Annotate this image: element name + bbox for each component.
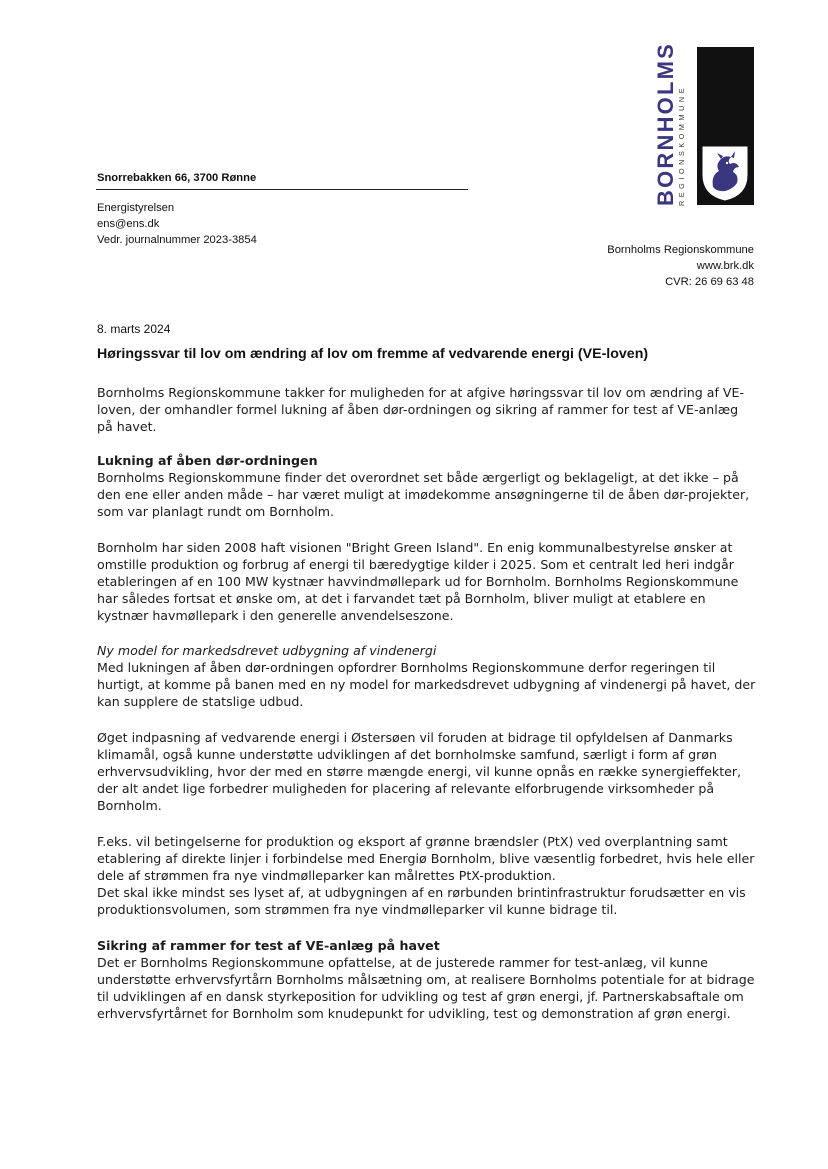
- paragraph: Det er Bornholms Regionskommune opfattelse, at de justerede rammer for test-anlæg, vil kunne understøtte erhvervsfyrtårn Bornholms målsætning om, at realisere Bornholms potentiale for at bidrage til udviklingen af en dansk styrkeposition for udvikling og test af grøn energi, jf. Partnerskabsaftale om erhvervsfyrtårnet for Bornholm som knudepunkt for udvikling, test og demonstration af grøn energi.: [97, 955, 755, 1021]
- paragraph: Bornholm har siden 2008 haft visionen "Bright Green Island". En enig kommunalbestyrelse ønsker at omstille produktion og forbrug af energi til bæredygtige kilder i 2025. Som et centralt led heri indgår etableringen af en 100 MW kystnær havvindmøllepark ud for Bornholm. Bornholms Regionskommune har således fortsat et ønske om, at det i farvandet tæt på Bornholm, bliver muligt at etablere en kystnær havmøllepark i den generelle anvendelseszone.: [97, 540, 739, 623]
- baltic-paragraph: [97, 729, 757, 814]
- section-heading: Lukning af åben dør-ordningen: [97, 453, 318, 468]
- paragraph: Med lukningen af åben dør-ordningen opfordrer Bornholms Regionskommune derfor regeringen til hurtigt, at komme på banen med en ny model for markedsdrevet udbygning af vindenergi på havet, der kan supplere de statslige udbud.: [97, 660, 756, 709]
- section-new-model: [97, 642, 757, 710]
- letter-date: 8. marts 2024: [97, 322, 171, 336]
- organization-name: Bornholms Regionskommune: [607, 244, 754, 256]
- intro-text: Bornholms Regionskommune takker for muligheden for at afgive høringssvar til lov om ændring af VE-loven, der omhandler formel lukning af åben dør-ordningen og sikring af rammer for test af VE-anlæg på havet.: [97, 385, 744, 434]
- paragraph: Øget indpasning af vedvarende energi i Østersøen vil foruden at bidrage til opfyldelsen af Danmarks klimamål, også kunne understøtte udviklingen af det bornholmske samfund, særligt i form af grøn erhvervsudvikling, hvor der med en større mængde energi, vil kunne opnås en række synergieffekter, der alt andet lige forbedrer muligheden for placering af relevante elforbrugende virksomheder på Bornholm.: [97, 730, 742, 813]
- recipient-reference: Vedr. journalnummer 2023-3854: [97, 234, 257, 246]
- paragraph: Det skal ikke mindst ses lyset af, at udbygningen af en rørbunden brintinfrastruktur forudsætter en vis produktionsvolumen, som strømmen fra nye vindmølleparker vil kunne bidrage til.: [97, 885, 746, 917]
- dragon-shield-icon: [701, 145, 749, 202]
- section-heading: Sikring af rammer for test af VE-anlæg på havet: [97, 938, 440, 953]
- recipient-block: [97, 200, 257, 248]
- logo-wordmark-text: BORNHOLMS: [653, 41, 678, 206]
- logo: [651, 42, 685, 210]
- section-open-door: [97, 452, 757, 520]
- letter-title: Høringssvar til lov om ændring af lov om fremme af vedvarende energi (VE-loven): [97, 346, 649, 362]
- paragraph: Bornholms Regionskommune finder det overordnet set både ærgerligt og beklageligt, at det ikke – på den ene eller anden måde – har været muligt at imødekomme ansøgningerne til de åben dør-projekter, som var planlagt rundt om Bornholm.: [97, 470, 750, 519]
- logo-crest-bar: [697, 47, 754, 205]
- recipient-email: ens@ens.dk: [97, 218, 160, 230]
- recipient-name: Energistyrelsen: [97, 202, 175, 214]
- organization-block: [607, 242, 754, 290]
- sender-address: Snorrebakken 66, 3700 Rønne: [97, 172, 257, 184]
- logo-subline-text: REGIONSKOMMUNE: [677, 84, 686, 206]
- section-test-facilities: [97, 937, 757, 1022]
- section-subheading: Ny model for markedsdrevet udbygning af vindenergi: [97, 643, 437, 658]
- logo-wordmark: [651, 42, 685, 210]
- vision-paragraph: [97, 539, 757, 624]
- address-divider: [96, 189, 468, 190]
- intro-paragraph: [97, 384, 757, 435]
- paragraph: F.eks. vil betingelserne for produktion og eksport af grønne brændsler (PtX) ved overplantning samt etablering af direkte linjer i forbindelse med Energiø Bornholm, blive væsentlig forbedret, hvis hele eller dele af strømmen fra nye vindmølleparker kan målrettes PtX-produktion.: [97, 834, 755, 883]
- organization-website: www.brk.dk: [696, 260, 754, 272]
- ptx-paragraph: [97, 833, 757, 918]
- organization-cvr: CVR: 26 69 63 48: [665, 276, 754, 288]
